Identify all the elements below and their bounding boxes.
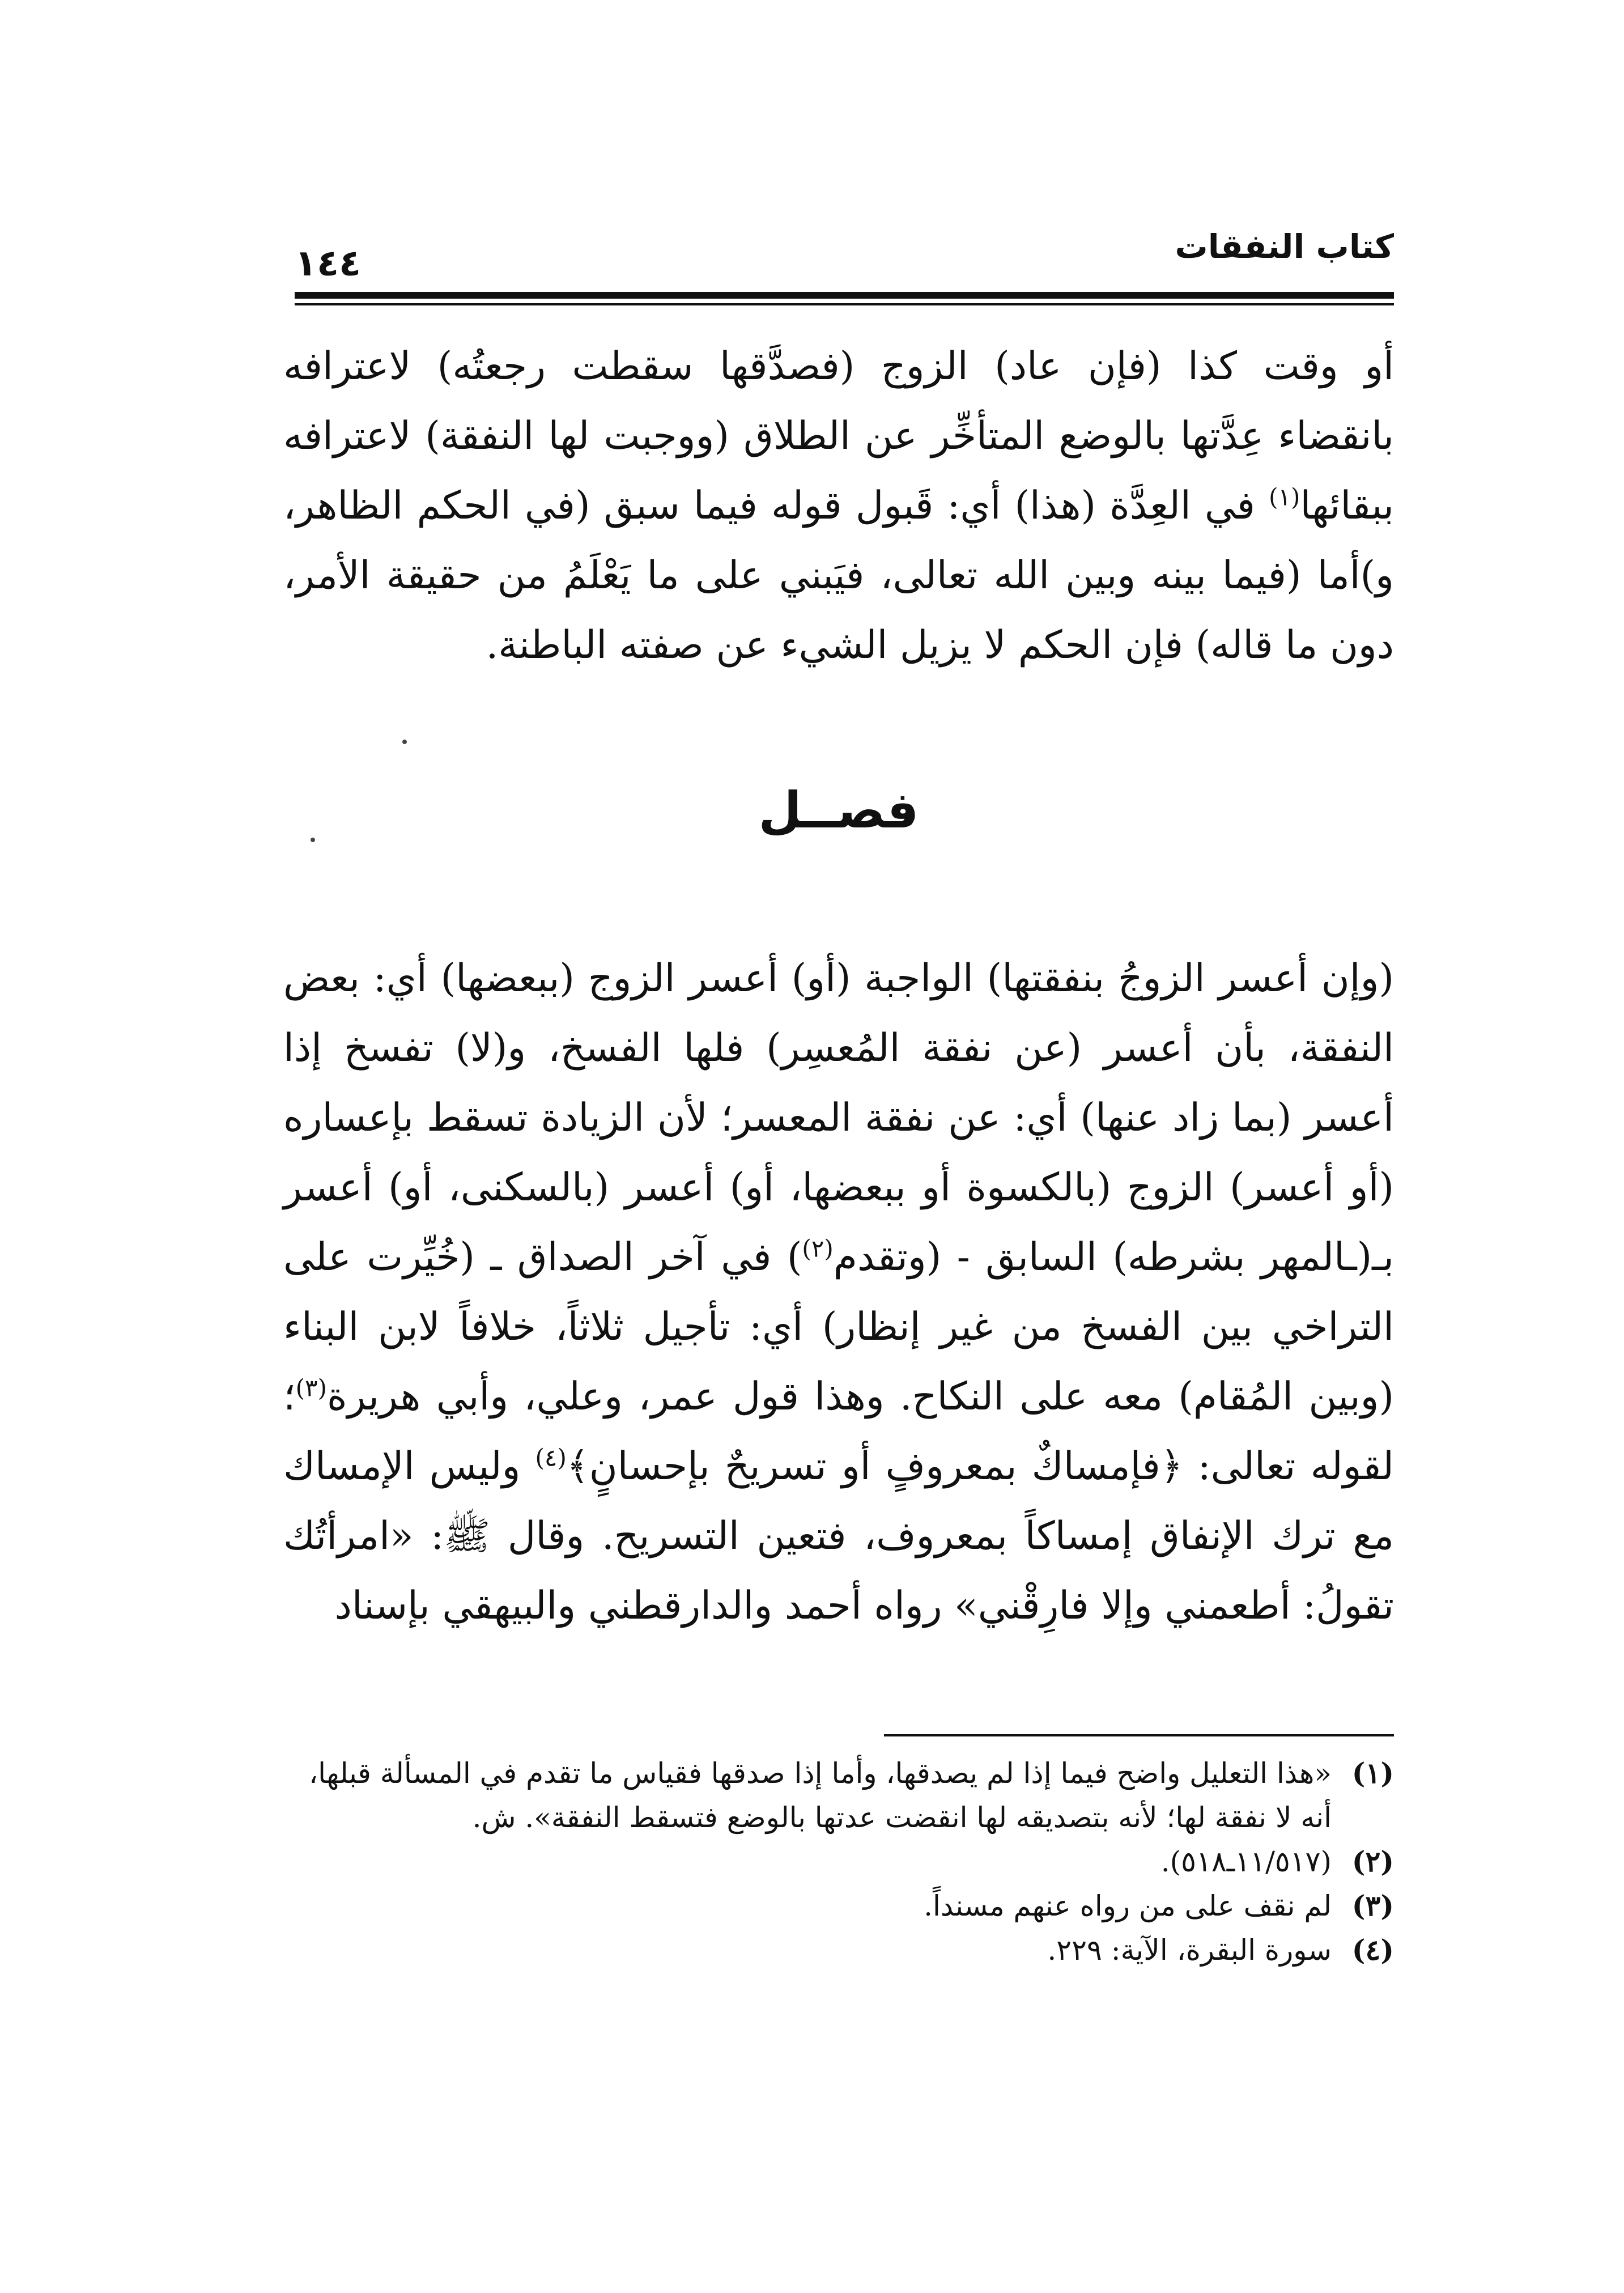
footnote-1	[283, 1751, 1394, 1840]
footnote-text: لم نقف على من رواه عنهم مسنداً.	[924, 1889, 1332, 1922]
footnote-number: (٣)	[1351, 1889, 1394, 1922]
footnote-3	[283, 1884, 1394, 1928]
paragraph-top-line-3b: في العِدَّة (هذا) أي: قَبول قوله فيما سبق (في الحكم الظاهر،	[283, 483, 1269, 528]
footnote-number: (١)	[1351, 1756, 1394, 1790]
paragraph-main	[283, 944, 1394, 1641]
paragraph-top-line-2: عِدَّتها بالوضع المتأخِّر عن الطلاق (ووجبت لها النفقة) لاعترافه	[283, 414, 1264, 458]
paragraph-main-line-2: أي: بعض النفقة، بأن أعسر (عن نفقة المُعسِر) فلها الفسخ، و(لا) تفسخ	[283, 956, 1394, 1071]
section-heading: فصــل	[758, 781, 919, 839]
footnote-text: (١١/٥١٧ـ٥١٨).	[1160, 1845, 1332, 1878]
footnote-ref-4: (٤)	[535, 1443, 567, 1472]
footnote-ref-2: (٢)	[802, 1234, 834, 1263]
paragraph-top-line-1: أو وقت كذا (فإن عاد) الزوج (فصدَّقها سقطت رجعتُه) لاعترافه بانقضاء	[283, 344, 1395, 458]
footnote-ref-1: (١)	[1269, 483, 1300, 511]
paragraph-top-line-4: و)أما (فيما بينه وبين الله تعالى، فيَبني على ما يَعْلَمُ من حقيقة الأمر، دون	[283, 553, 1394, 668]
paragraph-main-line-3: إذا أعسر (بما زاد عنها) أي: عن نفقة المعسر؛ لأن الزيادة تسقط بإعساره	[283, 1026, 1394, 1140]
header-rule-thick	[295, 292, 1394, 299]
header-rule-thin	[295, 303, 1394, 305]
paragraph-main-line-1: (وإن أعسر الزوجُ بنفقتها) الواجبة (أو) أعسر الزوج (ببعضها)	[440, 956, 1394, 1001]
stray-dot-1	[402, 740, 407, 744]
footnote-text: سورة البقرة، الآية: ٢٢٩.	[1047, 1934, 1332, 1967]
footnote-number: (٢)	[1351, 1845, 1394, 1878]
footnote-separator	[884, 1734, 1394, 1736]
page-number: ١٤٤	[295, 243, 362, 284]
paragraph-main-line-5b: ) في آخر الصداق ـ (خُيِّرت على	[283, 1235, 802, 1280]
book-title: كتاب النفقات	[1175, 227, 1394, 266]
footnote-number: (٤)	[1351, 1933, 1394, 1967]
paragraph-main-line-8b: وليس الإمساك	[283, 1444, 535, 1489]
footnote-2	[283, 1840, 1394, 1884]
running-head	[295, 224, 1394, 286]
paragraph-top	[283, 332, 1394, 680]
paragraph-top-line-5: ما قاله) فإن الحكم لا يزيل الشيء عن صفته الباطنة.	[486, 623, 1318, 668]
footnote-ref-3: (٣)	[295, 1374, 327, 1402]
footnote-text: «هذا التعليل واضح فيما إذا لم يصدقها، وأما إذا صدقها فقياس ما تقدم في المسألة قبلها، أنه لا نفقة لها؛ لأنه بتصديقه لها انقضت عدتها بالوضع فتسقط النفقة». ش.	[308, 1757, 1332, 1834]
paragraph-main-line-4: (أو أعسر) الزوج (بالكسوة أو ببعضها، أو) أعسر (بالسكنى، أو) أعسر	[283, 1165, 1394, 1210]
paragraph-top-text	[283, 332, 1394, 680]
footnote-4	[283, 1928, 1394, 1972]
paragraph-main-line-5a: بـ(ـالمهر بشرطه) السابق - (وتقدم	[833, 1235, 1394, 1280]
paragraph-top-line-3a: ببقائها	[1300, 483, 1394, 528]
paragraph-main-line-6: التراخي بين الفسخ من غير إنظار) أي: تأجيل ثلاثاً، خلافاً لابن البناء	[283, 1305, 1394, 1349]
paragraph-main-line-8a: لقوله تعالى: ﴿فإمساكٌ بمعروفٍ أو تسريحٌ بإحسانٍ﴾	[566, 1444, 1394, 1489]
paragraph-main-line-7a: (وبين المُقام) معه على النكاح. وهذا قول عمر، وعلي، وأبي هريرة	[326, 1374, 1394, 1419]
paragraph-main-text	[283, 944, 1394, 1641]
paragraph-main-line-10: تقولُ: أطعمني وإلا فارِقْني» رواه أحمد والدارقطني والبيهقي بإسناد	[334, 1583, 1394, 1628]
paragraph-main-line-9: مع ترك الإنفاق إمساكاً بمعروف، فتعين التسريح. وقال ﷺ: «امرأتُك	[283, 1514, 1394, 1559]
paragraph-main-line-7b: ؛	[283, 1374, 296, 1419]
footnotes	[283, 1751, 1394, 1972]
